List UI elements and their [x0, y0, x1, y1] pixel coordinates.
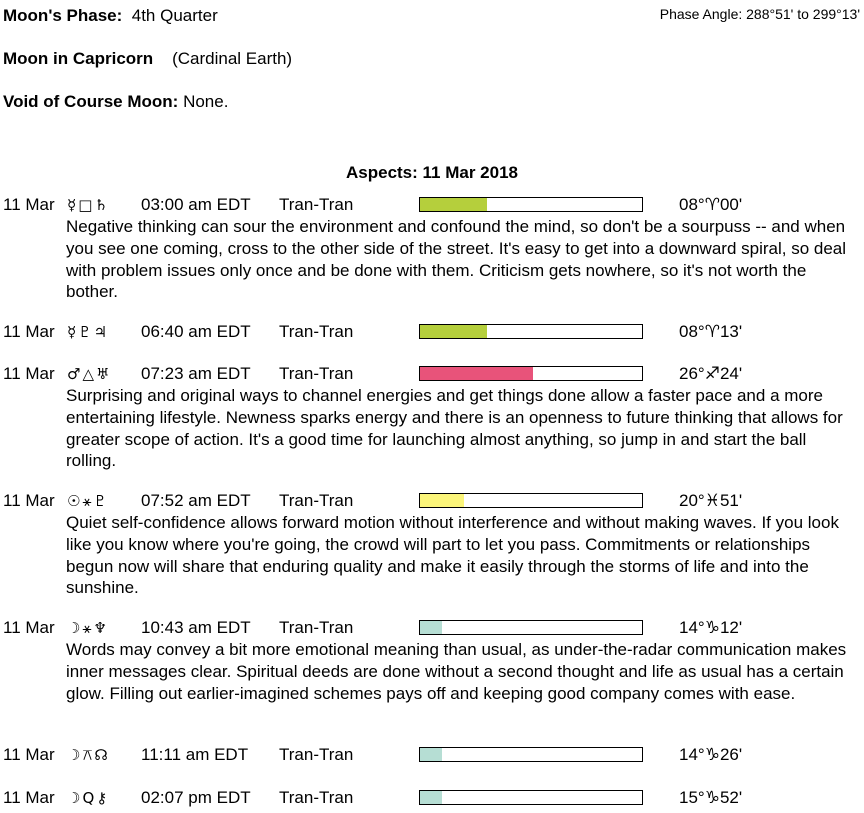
aspect-date: 11 Mar [3, 745, 55, 764]
moon-sign [3, 49, 292, 69]
moon-phase [3, 6, 218, 26]
aspect-type: Tran-Tran [279, 322, 354, 341]
aspect-time: 02:07 pm EDT [141, 788, 251, 807]
aspect-strength-fill [420, 367, 533, 380]
aspect-strength-bar [419, 197, 643, 212]
aspect-row [0, 364, 864, 385]
moon-sign-element: (Cardinal Earth) [172, 49, 293, 68]
aspect-strength-fill [420, 748, 442, 761]
aspect-strength-bar [419, 747, 643, 762]
void-of-course [3, 92, 228, 112]
aspect-entry [0, 195, 864, 303]
aspect-glyphs-icon: ☿□♄ [67, 196, 110, 214]
aspect-degree: 14°♑26' [679, 745, 743, 764]
aspect-glyphs-icon: ☿♇♃ [67, 323, 110, 341]
void-of-course-label: Void of Course Moon: [3, 92, 179, 111]
aspect-time: 06:40 am EDT [141, 322, 251, 341]
aspect-description: Surprising and original ways to channel energies and get things done allow a faster pace and a more entertaining lifestyle. Newness sparks energy and there is an openness to future thinking that allows for greater scope of action. It's a good time for launching almost anything, so jump in and start the ball rolling. [66, 386, 843, 471]
aspect-type: Tran-Tran [279, 491, 354, 510]
aspect-strength-bar [419, 493, 643, 508]
aspect-glyphs-icon: ☽⚹♆ [67, 619, 109, 637]
aspect-date: 11 Mar [3, 322, 55, 341]
aspect-row [0, 491, 864, 512]
aspect-degree: 14°♑12' [679, 618, 743, 637]
aspect-row [0, 745, 864, 766]
aspect-date: 11 Mar [3, 364, 55, 383]
moon-phase-label: Moon's Phase: [3, 6, 123, 25]
aspect-time: 07:23 am EDT [141, 364, 251, 383]
aspect-row [0, 195, 864, 216]
aspect-date: 11 Mar [3, 788, 55, 807]
aspect-strength-bar [419, 324, 643, 339]
aspect-entry [0, 491, 864, 599]
aspect-entry [0, 618, 864, 704]
aspect-glyphs-icon: ☉⚹♇ [67, 492, 109, 510]
aspect-degree: 20°♓51' [679, 491, 743, 510]
aspect-time: 07:52 am EDT [141, 491, 251, 510]
aspect-type: Tran-Tran [279, 788, 354, 807]
aspect-degree: 26°♐24' [679, 364, 743, 383]
aspect-description: Words may convey a bit more emotional meaning than usual, as under-the-radar communication makes inner messages clear. Spiritual deeds are done without a second thought and life as usual has a certain glow. Filling out earlier-imagined schemes pays off and keeping good company comes with ease. [66, 640, 847, 703]
aspect-strength-fill [420, 325, 487, 338]
aspect-strength-bar [419, 366, 643, 381]
aspect-type: Tran-Tran [279, 745, 354, 764]
aspect-glyphs-icon: ☽Q⚷ [67, 789, 110, 807]
aspect-degree: 15°♑52' [679, 788, 743, 807]
aspect-description: Quiet self-confidence allows forward motion without interference and without making waves. If you look like you know where you're going, the crowd will part to let you pass. Commitments or relationships begun now will share that enduring quality and make it easily through the storms of life and into the sunshine. [66, 513, 839, 598]
aspect-entry [0, 364, 864, 472]
aspect-time: 10:43 am EDT [141, 618, 251, 637]
aspect-strength-fill [420, 198, 487, 211]
void-of-course-value: None. [183, 92, 229, 111]
aspect-strength-fill [420, 621, 442, 634]
aspect-entry [0, 322, 864, 343]
aspect-time: 03:00 am EDT [141, 195, 251, 214]
aspect-degree: 08°♈13' [679, 322, 743, 341]
aspect-type: Tran-Tran [279, 618, 354, 637]
aspect-entry [0, 745, 864, 766]
aspect-glyphs-icon: ♂△♅ [67, 365, 112, 383]
aspect-date: 11 Mar [3, 491, 55, 510]
aspect-type: Tran-Tran [279, 364, 354, 383]
aspect-strength-fill [420, 494, 464, 507]
aspect-row [0, 788, 864, 809]
aspects-title: Aspects: 11 Mar 2018 [346, 163, 518, 182]
aspect-description: Negative thinking can sour the environment and confound the mind, so don't be a sourpuss -- and when you see one coming, cross to the other side of the street. It's easy to get into a downward spiral, so deal with problem issues only once and be done with them. Criticism gets nowhere, so it's not worth the bother. [66, 217, 847, 302]
moon-sign-label: Moon in Capricorn [3, 49, 154, 68]
aspect-date: 11 Mar [3, 195, 55, 214]
aspect-time: 11:11 am EDT [141, 745, 249, 764]
aspect-strength-bar [419, 790, 643, 805]
aspect-entry [0, 788, 864, 809]
aspect-strength-bar [419, 620, 643, 635]
phase-angle: Phase Angle: 288°51' to 299°13' [659, 6, 860, 22]
aspect-row [0, 618, 864, 639]
moon-phase-value: 4th Quarter [131, 6, 218, 25]
aspect-degree: 08°♈00' [679, 195, 743, 214]
aspect-date: 11 Mar [3, 618, 55, 637]
aspect-strength-fill [420, 791, 442, 804]
aspect-glyphs-icon: ☽⚻☊ [67, 746, 110, 764]
aspect-type: Tran-Tran [279, 195, 354, 214]
aspect-row [0, 322, 864, 343]
